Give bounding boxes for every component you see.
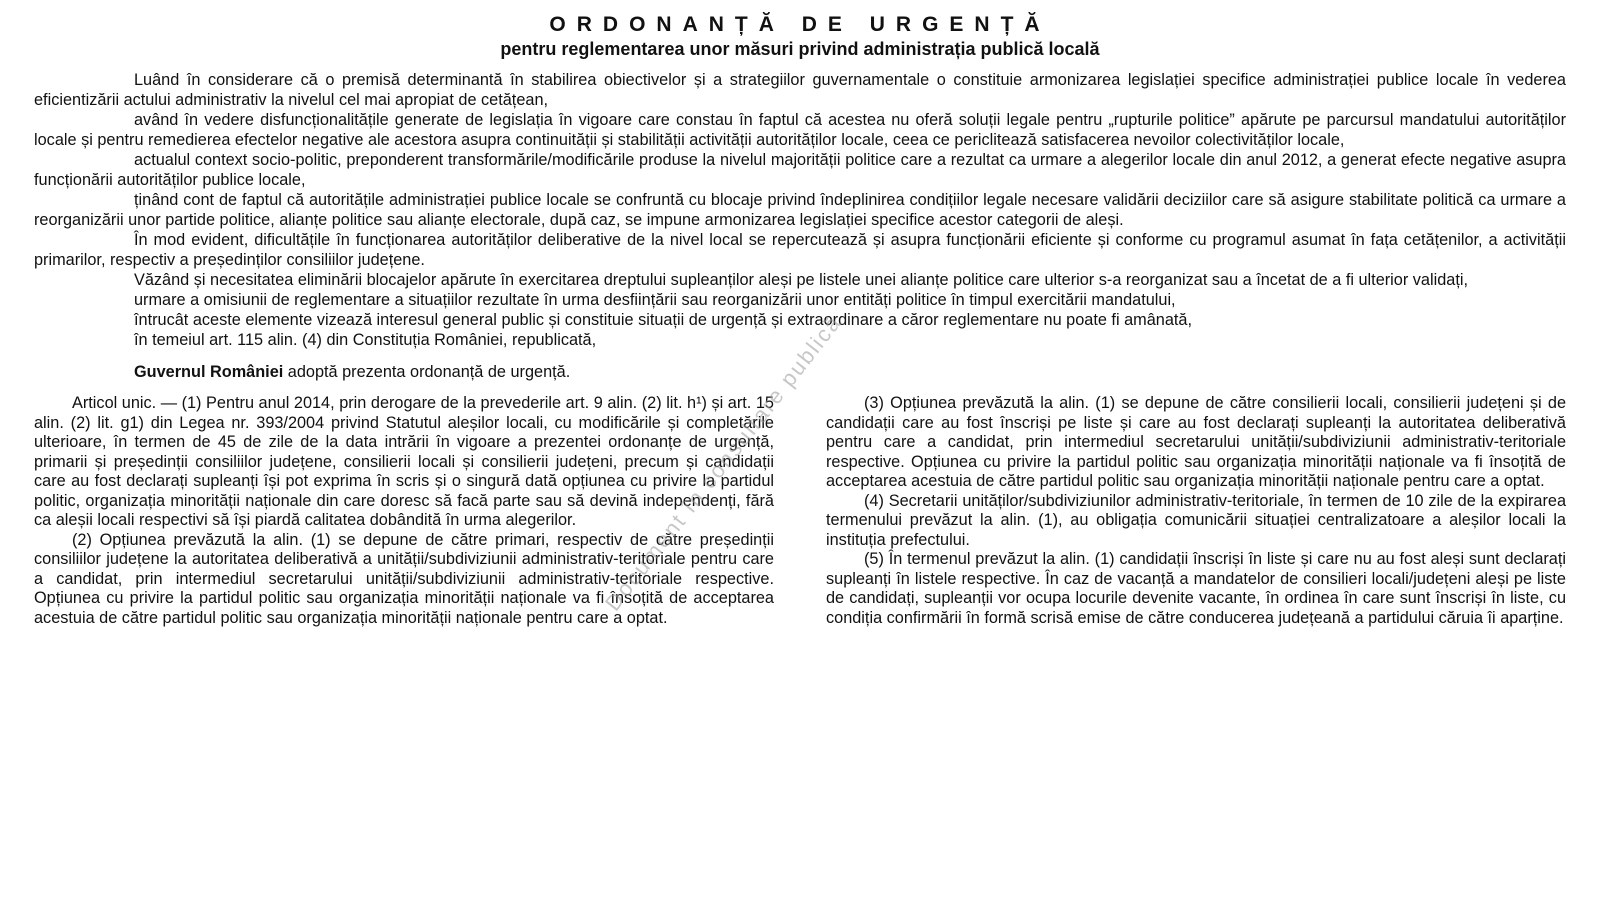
adoption-text: adoptă prezenta ordonanță de urgență. [283,363,571,381]
page-subtitle: pentru reglementarea unor măsuri privind administrația publică locală [500,39,1100,59]
preamble-paragraph: actualul context socio-politic, preponderent transformările/modificările produse la nivelul majorității politice care a rezultat ca urmare a alegerilor locale din anul 2012, a generat efecte negative asupra funcționării autorităților publice locale, [34,151,1566,189]
page-title: ORDONANȚĂ DE URGENȚĂ [549,13,1051,36]
article-columns [34,394,1566,628]
preamble-paragraph: urmare a omisiunii de reglementare a situațiilor rezultate în urma desființării sau reorganizării unor entități politice în timpul exercitării mandatului, [134,291,1176,309]
article-paragraph: (4) Secretarii unităților/subdiviziunilor administrativ-teritoriale, în termen de 10 zile de la expirarea termenului prevăzut la alin. (1), au obligația comunicării situației centralizatoare a aleșilor locali la instituția prefectului. [826,491,1566,549]
preamble-paragraph: În mod evident, dificultățile în funcționarea autorităților deliberative de la nivel local se repercutează și asupra funcționării eficiente și conforme cu programul asumat în fața cetățenilor, a activității primarilor, respectiv a președinților consiliilor județene. [34,231,1566,269]
preamble-paragraph: având în vedere disfuncționalitățile generate de legislația în vigoare care constau în faptul că acestea nu oferă soluții legale pentru „rupturile politice” apărute pe parcursul mandatului autorităților locale și pentru remedierea efectelor negative ale acestora asupra continuității și stabilității activității autorităților locale, ceea ce periclitează satisfacerea nevoilor colectivităților locale, [34,111,1566,149]
article-paragraph: (5) În termenul prevăzut la alin. (1) candidații înscriși în liste și care nu au fost aleși sunt declarați supleanți în listele respective. În caz de vacanță a mandatelor de consilieri locali/județeni aleși pe liste de candidați, supleanții vor ocupa locurile devenite vacante, în ordinea în care sunt înscriși în liste, cu condiția confirmării în formă scrisă emise de către conducerea județeană a partidului căruia îi aparține. [826,550,1566,627]
article-paragraph: (2) Opțiunea prevăzută la alin. (1) se depune de către primari, respectiv de către președinții consiliilor județene la autoritatea deliberativă a unității/subdiviziunii administrativ-teritoriale pentru care a candidat, prin intermediul secretarului unității/subdiviziunii administrativ-teritoriale respective. Opțiunea cu privire la partidul politic sau organizația minorității naționale va fi însoțită de acceptarea acestuia de către partidul politic sau organizația minorității naționale pentru care a optat. [34,530,774,627]
preamble-paragraph: ținând cont de faptul că autoritățile administrației publice locale se confruntă cu blocaje privind îndeplinirea condițiilor legale necesare validării deciziilor care să asigure stabilitate politică ca urmare a reorganizării unor partide politice, alianțe politice sau alianțe electorale, după caz, se impune armonizarea legislației specifice acestor categorii de aleși. [34,191,1566,229]
right-column [826,394,1566,628]
preamble-paragraph: întrucât aceste elemente vizează interesul general public și constituie situații de urgență și extraordinare a căror reglementare nu poate fi amânată, [134,311,1192,329]
preamble-paragraph: Văzând și necesitatea eliminării blocajelor apărute în exercitarea dreptului supleanților aleși pe listele unei alianțe politice care ulterior s-a reorganizat sau a încetat de a fi ulterior validați, [134,271,1468,289]
watermark: Document în consultare publică [600,309,847,616]
document-page [34,12,1566,628]
adoption-statement [34,362,1566,382]
left-column [34,394,774,628]
preamble [34,70,1566,350]
article-paragraph: Articol unic. — (1) Pentru anul 2014, prin derogare de la prevederile art. 9 alin. (2) lit. h¹) și art. 15 alin. (2) lit. g1) din Legea nr. 393/2004 privind Statutul aleșilor locali, cu modificările și completările ulterioare, în termen de 45 de zile de la data intrării în vigoare a prezentei ordonanțe de urgență, primarii și președinții consiliilor județene, consilierii locali și consilierii județeni, precum și candidații care au fost declarați supleanți își pot exprima în scris și o singură dată opțiunea cu privire la partidul politic, organizația minorității naționale din care doresc să facă parte sau să devină independenți, fără ca aleșii locali respectivi să își piardă calitatea dobândită în urma alegerilor. [34,394,774,529]
preamble-paragraph: Luând în considerare că o premisă determinantă în stabilirea obiectivelor și a strategiilor guvernamentale o constituie armonizarea legislației specifice administrației publice locale în vederea eficientizării actului administrativ la nivelul cel mai apropiat de cetățean, [34,71,1566,109]
article-paragraph: (3) Opțiunea prevăzută la alin. (1) se depune de către consilierii locali, consilierii județeni și de candidații care au fost înscriși pe liste și care au fost declarați supleanți la autoritatea deliberativă pentru care a candidat, prin intermediul secretarului unității/subdiviziunii administrativ-teritoriale respective. Opțiunea cu privire la partidul politic sau organizația minorității naționale va fi însoțită de acceptarea acestuia de către partidul politic sau organizația minorității naționale pentru care a optat. [826,394,1566,490]
government-name: Guvernul României [134,363,284,381]
preamble-paragraph: în temeiul art. 115 alin. (4) din Constituția României, republicată, [134,331,597,349]
